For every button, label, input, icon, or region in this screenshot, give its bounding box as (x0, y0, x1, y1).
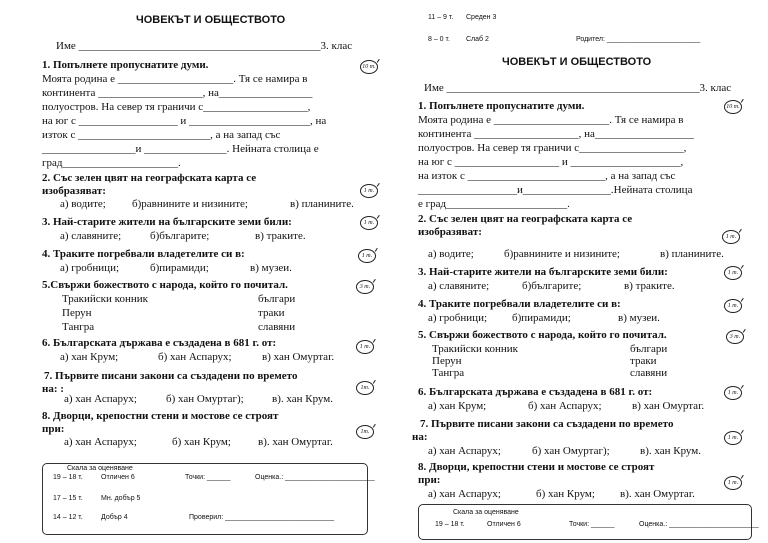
question-7-head-cont: на: : (42, 383, 64, 395)
question-2-head-cont: изобразяват: (42, 185, 106, 197)
question-5-head: 5. Свържи божеството с народа, който го почитал. (418, 329, 667, 341)
deity: Тангра (62, 321, 95, 333)
points-badge: 3 т. (356, 280, 374, 294)
q1-line: Моята родина е _____________________. Тя се намира в (418, 114, 684, 126)
points-badge: 10 т. (724, 100, 742, 114)
answer-c: в) хан Омуртаг. (262, 351, 335, 363)
answer-a: а) славяните; (60, 230, 122, 242)
q1-line: на юг с ___________________ и ____________________, (418, 156, 684, 168)
scale-range: 14 – 12 т. (53, 514, 83, 521)
answer-a: а) хан Аспарух; (64, 436, 137, 448)
answer-c: в) траките. (255, 230, 306, 242)
scale-grade: Среден 3 (466, 14, 497, 21)
points-badge: 1 т. (724, 431, 742, 445)
question-5-head: 5.Свържи божеството с народа, който го почитал. (42, 279, 288, 291)
scale-range: 11 – 9 т. (428, 14, 454, 21)
people: славяни (630, 367, 668, 379)
scale-label: Скала за оценяване (453, 509, 519, 516)
checked-by-field: Проверил: ____________________________ (189, 514, 335, 521)
deity: Перун (432, 355, 462, 367)
answer-c: в). хан Крум. (640, 445, 701, 457)
question-2-head: 2. Със зелен цвят на географската карта се (42, 172, 257, 184)
points-badge: 1 т. (722, 230, 740, 244)
points-badge: 1 т. (360, 216, 378, 230)
q1-line: полуостров. На север тя граничи с___________________, (418, 142, 687, 154)
question-3-head: 3. Най-старите жители на българските земи били: (42, 216, 292, 228)
answer-a: а) хан Аспарух; (428, 488, 501, 500)
question-6-head: 6. Българската държава е създадена в 681 г. от: (42, 337, 277, 349)
q1-line: континента ___________________, на_________________ (42, 87, 313, 99)
points-badge: 1 т. (724, 386, 742, 400)
question-8-head: 8. Дворци, крепостни стени и мостове се строят (418, 461, 655, 473)
answer-b: б)българите; (522, 280, 582, 292)
answer-a: а) хан Крум; (428, 400, 487, 412)
points-badge: 1 т. (360, 184, 378, 198)
scale-range: 17 – 15 т. (53, 495, 83, 502)
parent-signature-field: Родител: ________________________ (576, 36, 701, 43)
name-line: Име ____________________________________________3. клас (56, 40, 353, 52)
points-badge: 1 т. (724, 299, 742, 313)
people: славяни (258, 321, 296, 333)
q1-line: __________________и________________.Нейната столица (418, 184, 693, 196)
question-8-head: 8. Дворци, крепостни стени и мостове се строят (42, 410, 279, 422)
q1-line: на изток с _________________________, а на запад със (418, 170, 676, 182)
points-badge: 1 т. (724, 266, 742, 280)
answer-a: а) гробници; (60, 262, 120, 274)
question-8-head-cont: при: (42, 423, 65, 435)
page-title: ЧОВЕКЪТ И ОБЩЕСТВОТО (502, 56, 652, 68)
scale-label: Скала за оценяване (67, 465, 133, 472)
question-7-head: 7. Първите писани закони са създадени по времето (44, 370, 298, 382)
answer-a: а) хан Крум; (60, 351, 119, 363)
deity: Тракийски конник (432, 343, 518, 355)
q1-line: изток с ________________________, а на запад със (42, 129, 281, 141)
answer-b: б) хан Омуртаг); (166, 393, 244, 405)
question-4-head: 4. Траките погребвали владетелите си в: (418, 298, 621, 310)
question-1-head: 1. Попълнете пропуснатите думи. (42, 59, 209, 71)
answer-b: б)пирамиди; (150, 262, 209, 274)
answer-a: а) хан Аспарух; (64, 393, 137, 405)
q1-line: град_____________________. (42, 157, 181, 169)
question-2-head: 2. Със зелен цвят на географската карта се (418, 213, 633, 225)
answer-b: б) хан Крум; (172, 436, 231, 448)
question-4-head: 4. Траките погребвали владетелите си в: (42, 248, 245, 260)
scale-range: 8 – 0 т. (428, 36, 450, 43)
people: траки (258, 307, 285, 319)
q1-line: Моята родина е _____________________. Тя се намира в (42, 73, 308, 85)
answer-c: в). хан Крум. (272, 393, 333, 405)
points-badge: 10 т. (360, 60, 378, 74)
answer-b: б)равнините и низините; (504, 248, 620, 260)
q1-line: _________________и _______________. Нейната столица е (42, 143, 319, 155)
q1-line: полуостров. На север тя граничи с___________________, (42, 101, 311, 113)
answer-c: в) планините. (660, 248, 724, 260)
question-3-head: 3. Най-старите жители на българските земи били: (418, 266, 668, 278)
q1-line: континента ___________________, на__________________ (418, 128, 694, 140)
answer-b: б)българите; (150, 230, 210, 242)
people: българи (258, 293, 296, 305)
points-badge: 1 т. (724, 476, 742, 490)
points-field: Точки: ______ (185, 474, 231, 481)
answer-b: б) хан Крум; (536, 488, 595, 500)
q1-line: е град______________________. (418, 198, 570, 210)
scale-grade: Мн. добър 5 (101, 495, 141, 502)
scale-grade: Добър 4 (101, 514, 128, 521)
answer-a: а) хан Аспарух; (428, 445, 501, 457)
page-title: ЧОВЕКЪТ И ОБЩЕСТВОТО (136, 14, 286, 26)
scale-grade: Слаб 2 (466, 36, 489, 43)
points-badge: 1т. (356, 425, 374, 439)
answer-a: а) водите; (60, 198, 106, 210)
question-1-head: 1. Попълнете пропуснатите думи. (418, 100, 585, 112)
deity: Перун (62, 307, 92, 319)
grading-scale-box (42, 463, 375, 535)
question-8-head-cont: при: (418, 474, 441, 486)
answer-c: в) планините. (290, 198, 354, 210)
answer-c: в) музеи. (618, 312, 660, 324)
people: траки (630, 355, 657, 367)
answer-c: в). хан Омуртаг. (620, 488, 695, 500)
deity: Тангра (432, 367, 465, 379)
scale-grade: Отличен 6 (101, 474, 135, 481)
answer-a: а) водите; (428, 248, 474, 260)
answer-c: в) музеи. (250, 262, 292, 274)
points-badge: 1 т. (356, 340, 374, 354)
mark-field: Оценка.: _______________________ (639, 521, 759, 528)
deity: Тракийски конник (62, 293, 148, 305)
answer-b: б)пирамиди; (512, 312, 571, 324)
answer-b: б) хан Омуртаг); (532, 445, 610, 457)
question-7-head-cont: на: (412, 431, 428, 443)
q1-line: на юг с __________________ и ______________________, на (42, 115, 327, 127)
answer-c: в) траките. (624, 280, 675, 292)
answer-b: б) хан Аспарух; (528, 400, 602, 412)
scale-range: 19 – 18 т. (53, 474, 83, 481)
answer-a: а) гробници; (428, 312, 488, 324)
points-badge: 3 т. (726, 330, 744, 344)
answer-c: в) хан Омуртаг. (632, 400, 705, 412)
mark-field: Оценка.: _______________________ (255, 474, 375, 481)
scale-grade: Отличен 6 (487, 521, 521, 528)
name-line: Име ______________________________________________3. клас (424, 82, 732, 94)
points-badge: 1 т. (358, 249, 376, 263)
question-6-head: 6. Българската държава е създадена в 681 г. от: (418, 386, 653, 398)
question-2-head-cont: изобразяват: (418, 226, 482, 238)
question-7-head: 7. Първите писани закони са създадени по времето (420, 418, 674, 430)
people: българи (630, 343, 668, 355)
points-badge: 1т. (356, 381, 374, 395)
answer-c: в). хан Омуртаг. (258, 436, 333, 448)
points-field: Точки: ______ (569, 521, 615, 528)
grading-scale-box (418, 504, 759, 540)
answer-b: б) хан Аспарух; (158, 351, 232, 363)
answer-b: б)равнините и низините; (132, 198, 248, 210)
scale-range: 19 – 18 т. (435, 521, 465, 528)
answer-a: а) славяните; (428, 280, 490, 292)
